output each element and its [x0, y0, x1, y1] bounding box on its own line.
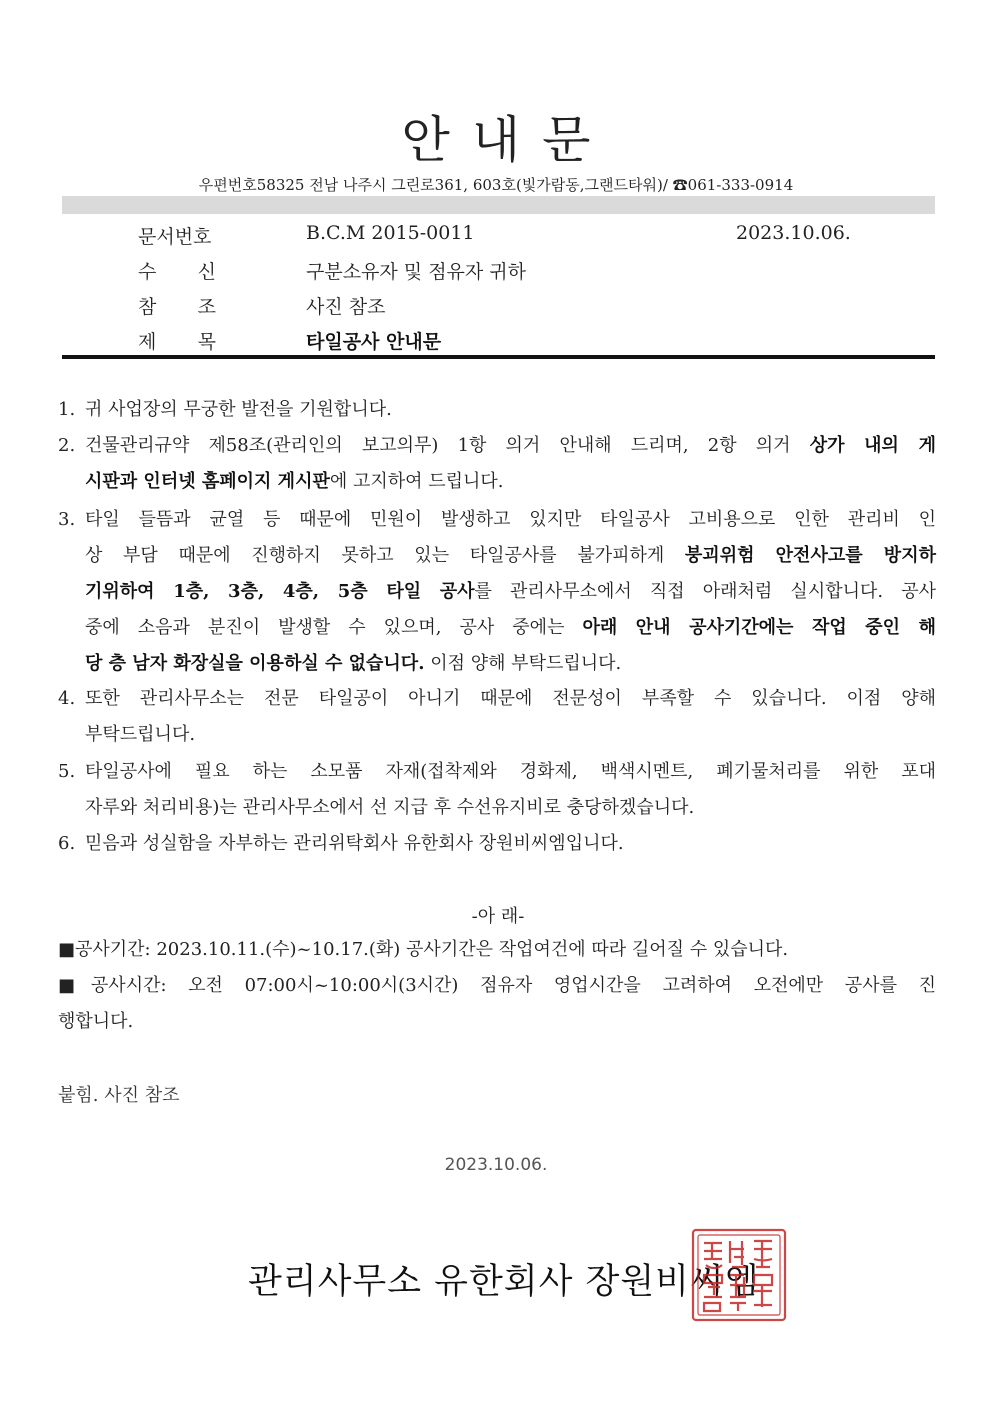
reference-label: 참 조 [138, 296, 216, 318]
document-title: 안내문 [401, 111, 613, 169]
list-item-4: 4. 또한 관리사무소는 전문 타일공이 아니기 때문에 전문성이 부족할 수 있습니다. 이점 양해 부탁드립니다. [58, 688, 936, 745]
subject-label: 제 목 [138, 331, 216, 353]
doc-number-label: 문서번호 [138, 226, 212, 248]
header-rule [62, 355, 935, 359]
list-item-5: 5. 타일공사에 필요 하는 소모품 자재(접착제와 경화제, 백색시멘트, 폐기물처리를 위한 포대 자루와 처리비용)는 관리사무소에서 선 지급 후 수선유지비로 충당하겠습니다. [58, 761, 936, 818]
address-line: 우편번호58325 전남 나주시 그린로361, 603호(빛가람동,그랜드타워)/ ☎061-333-0914 [198, 176, 794, 194]
list-item-1: 1. 귀 사업장의 무궁한 발전을 기원합니다. [58, 399, 392, 420]
footer-date: 2023.10.06. [444, 1155, 548, 1175]
header-band [62, 196, 935, 214]
recipient-value: 구분소유자 및 점유자 귀하 [306, 261, 527, 283]
recipient-label: 수 신 [138, 261, 216, 283]
list-item-6: 6. 믿음과 성실함을 자부하는 관리위탁회사 유한회사 장원비씨엠입니다. [58, 833, 624, 854]
schedule-time: ■공사시간: 오전 07:00시~10:00시(3시간) 점유자 영업시간을 고려하여 오전에만 공사를 진 행합니다. [58, 975, 936, 1032]
arae-heading: -아 래- [471, 906, 525, 927]
signature-company-name: 관리사무소 유한회사 장원비씨엠 [248, 1262, 760, 1302]
schedule-period: ■공사기간: 2023.10.11.(수)~10.17.(화) 공사기간은 작업여건에 따라 길어질 수 있습니다. [58, 939, 789, 960]
company-seal-stamp [690, 1227, 788, 1323]
header-date: 2023.10.06. [736, 222, 851, 244]
list-item-3: 3. 타일 들뜸과 균열 등 때문에 민원이 발생하고 있지만 타일공사 고비용으로 인한 관리비 인 상 부담 때문에 진행하지 못하고 있는 타일공사를 불가피하게 붕괴위험 안전사고를 방지하 기위하여 1층, 3층, 4층, 5층 타일 공사를 관리사무소에서 직접 아래처럼 실시합니다. 공사 중에 소음과 분진이 발생할 수 있으며, 공사 중에는 아래 안내 공사기간에는 작업 중인 해 당 층 남자 화장실을 이용하실 수 없습니다. 이점 양해 부탁드립니다. [58, 509, 936, 674]
attachment-note: 붙힘. 사진 참조 [58, 1085, 180, 1106]
reference-value: 사진 참조 [306, 296, 386, 318]
doc-number-value: B.C.M 2015-0011 [306, 222, 475, 244]
subject-value: 타일공사 안내문 [306, 331, 442, 353]
list-item-2: 2. 건물관리규약 제58조(관리인의 보고의무) 1항 의거 안내해 드리며, 2항 의거 상가 내의 게 시판과 인터넷 홈페이지 게시판에 고지하여 드립니다. [58, 435, 936, 492]
